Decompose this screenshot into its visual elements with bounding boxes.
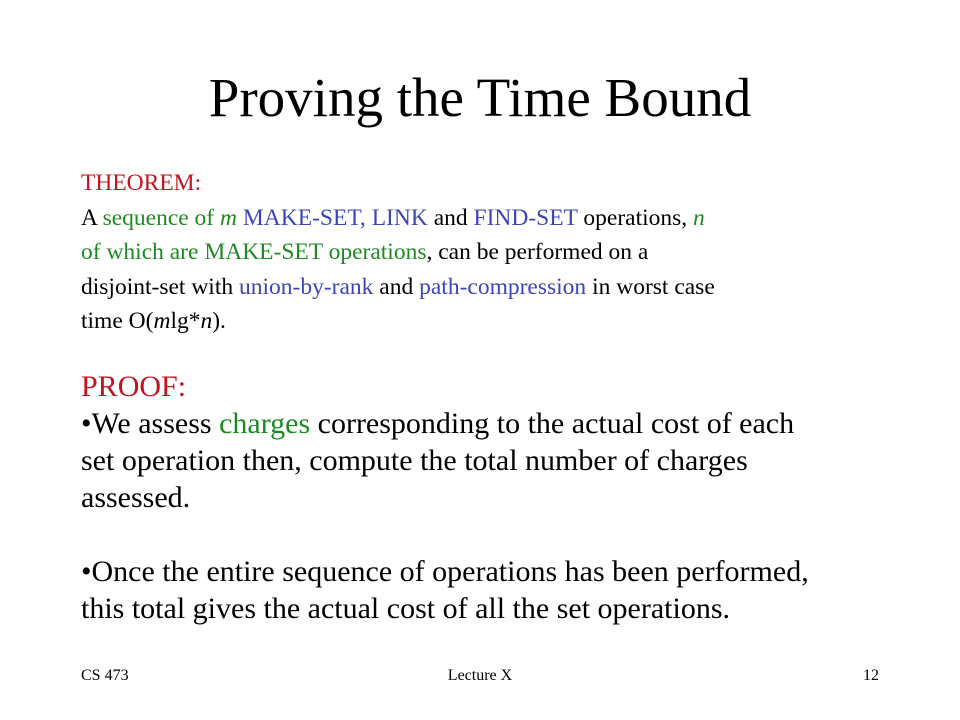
theorem-text: lg* — [170, 308, 201, 334]
footer-page-number: 12 — [863, 667, 879, 684]
theorem-text: ). — [212, 308, 226, 334]
theorem-term-sequence: sequence of — [102, 204, 221, 231]
theorem-text: , can be performed on a — [426, 239, 649, 265]
theorem-line-1 — [81, 201, 891, 236]
proof-bullet-2-line-1: •Once the entire sequence of operations has been performed, — [81, 555, 809, 588]
theorem-line-4 — [81, 304, 891, 339]
theorem-text: operations, — [577, 204, 694, 231]
proof-bullet-1-line-2: set operation then, compute the total number of charges — [81, 444, 748, 477]
theorem-text: of which are — [81, 239, 205, 265]
theorem-term-union-by-rank: union-by-rank — [238, 273, 374, 300]
proof-bullet-2-line-2: this total gives the actual cost of all the set operations. — [81, 592, 730, 625]
theorem-text: disjoint-set with — [81, 273, 239, 300]
theorem-var-m: m — [220, 204, 237, 231]
proof-text: •We assess — [81, 407, 220, 440]
slide-title: Proving the Time Bound — [208, 67, 752, 128]
proof-spacer — [81, 516, 901, 553]
theorem-text: and — [427, 204, 474, 231]
theorem-text: time O( — [81, 308, 154, 334]
proof-heading: PROOF: — [81, 370, 187, 403]
proof-bullet-1-line-3: assessed. — [81, 481, 191, 514]
theorem-text: and — [373, 273, 420, 300]
footer-lecture: Lecture X — [447, 667, 513, 684]
theorem-line-3 — [81, 270, 891, 305]
theorem-term-make-set: MAKE-SET, — [237, 204, 372, 231]
theorem-heading: THEOREM: — [81, 170, 202, 196]
theorem-block — [81, 166, 891, 339]
theorem-var-m: m — [153, 308, 171, 334]
theorem-term-find-set: FIND-SET — [473, 204, 578, 231]
proof-term-charges: charges — [219, 407, 311, 440]
theorem-term-path-compression: path-compression — [419, 273, 587, 300]
theorem-text: in worst case — [586, 273, 715, 300]
proof-text: corresponding to the actual cost of each — [310, 407, 795, 440]
theorem-text: A — [81, 204, 103, 231]
theorem-term-link: LINK — [371, 204, 428, 231]
proof-bullet-1-line-1 — [81, 405, 901, 442]
theorem-term-make-set-ops: MAKE-SET operations — [204, 239, 427, 265]
theorem-var-n: n — [693, 204, 705, 231]
footer-course: CS 473 — [81, 667, 129, 684]
theorem-var-n: n — [200, 308, 213, 334]
proof-block — [81, 368, 901, 627]
theorem-line-2 — [81, 235, 891, 270]
